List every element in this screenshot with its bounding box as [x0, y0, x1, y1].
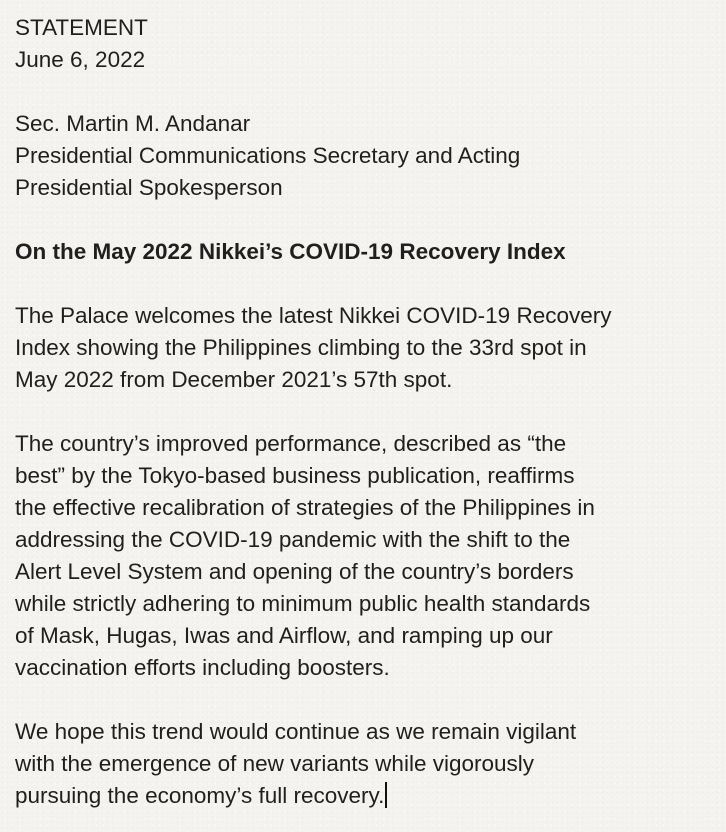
statement-label: STATEMENT	[15, 15, 148, 40]
paragraph-line: The country’s improved performance, described as “the	[15, 431, 567, 456]
text-cursor	[385, 782, 387, 808]
statement-heading: On the May 2022 Nikkei’s COVID-19 Recovery Index	[15, 239, 566, 264]
paragraph-line-text: pursuing the economy’s full recovery.	[15, 783, 385, 808]
paragraph-line: best” by the Tokyo-based business publication, reaffirms	[15, 463, 575, 488]
paragraph-line: addressing the COVID-19 pandemic with the shift to the	[15, 527, 571, 552]
blank-line	[15, 684, 715, 716]
blank-line	[15, 204, 715, 236]
paragraph-line: Alert Level System and opening of the country’s borders	[15, 559, 574, 584]
paragraph-3	[15, 716, 715, 812]
paragraph-1	[15, 300, 715, 396]
paragraph-2	[15, 428, 715, 684]
paragraph-line: of Mask, Hugas, Iwas and Airflow, and ramping up our	[15, 623, 553, 648]
paragraph-line: while strictly adhering to minimum public health standards	[15, 591, 591, 616]
paragraph-line: May 2022 from December 2021’s 57th spot.	[15, 367, 453, 392]
blank-line	[15, 268, 715, 300]
author-title-line: Presidential Communications Secretary and Acting	[15, 143, 521, 168]
blank-line	[15, 76, 715, 108]
blank-line	[15, 396, 715, 428]
paragraph-last-line	[15, 780, 715, 812]
paragraph-line: vaccination efforts including boosters.	[15, 655, 390, 680]
statement-date: June 6, 2022	[15, 47, 146, 72]
paragraph-line: The Palace welcomes the latest Nikkei COVID-19 Recovery	[15, 303, 612, 328]
paragraph-line: Index showing the Philippines climbing to the 33rd spot in	[15, 335, 587, 360]
paragraph-line: with the emergence of new variants while vigorously	[15, 751, 535, 776]
author-title-line: Presidential Spokesperson	[15, 175, 283, 200]
author-name: Sec. Martin M. Andanar	[15, 111, 251, 136]
statement-document[interactable]	[15, 12, 715, 812]
paragraph-line: We hope this trend would continue as we remain vigilant	[15, 719, 577, 744]
paragraph-line: the effective recalibration of strategies of the Philippines in	[15, 495, 595, 520]
